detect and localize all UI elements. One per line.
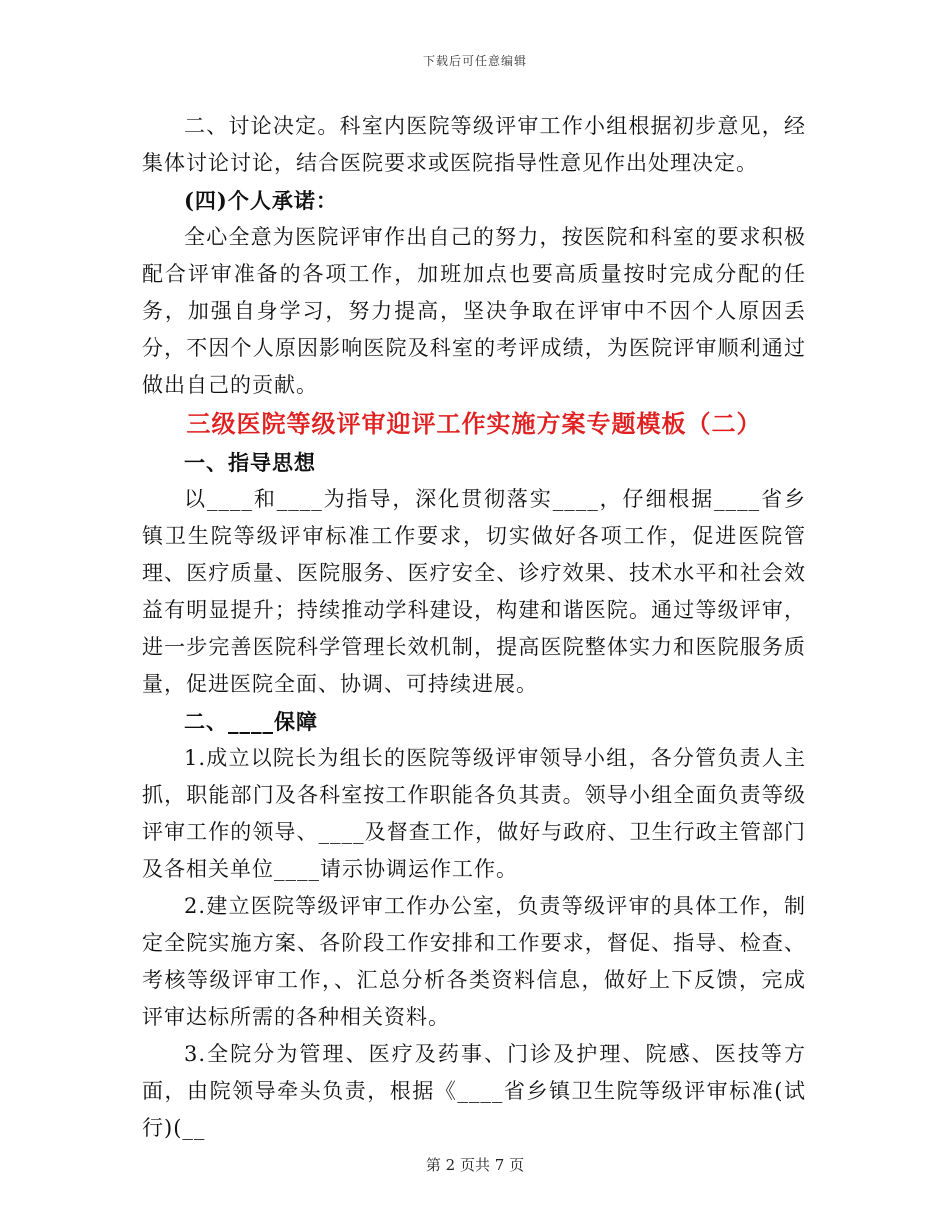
- paragraph-commitment: 全心全意为医院评审作出自己的努力，按医院和科室的要求积极配合评审准备的各项工作，加班加点也要高质量按时完成分配的任务，加强自身学习，努力提高，坚决争取在评审中不因个人原因丢分，不因个人原因影响医院及科室的考评成绩，为医院评审顺利通过做出自己的贡献。: [142, 225, 806, 397]
- page-header: 下载后可任意编辑: [422, 54, 527, 68]
- paragraph-item-3: 3.全院分为管理、医疗及药事、门诊及护理、院感、医技等方面，由院领导牵头负责，根据《____省乡镇卫生院等级评审标准(试行)(__: [142, 1042, 806, 1140]
- paragraph-item-1: 1.成立以院长为组长的医院等级评审领导小组，各分管负责人主抓，职能部门及各科室按工作职能各负其责。领导小组全面负责等级评审工作的领导、____及督查工作，做好与政府、卫生行政主管部门及各相关单位____请示协调运作工作。: [142, 746, 806, 881]
- heading-guiding-ideology: 一、指导思想: [184, 450, 316, 475]
- heading-personal-commitment: (四)个人承诺：: [184, 188, 338, 213]
- paragraph-guiding-ideology: 以____和____为指导，深化贯彻落实____，仔细根据____省乡镇卫生院等级评审标准工作要求，切实做好各项工作，促进医院管理、医疗质量、医院服务、医疗安全、诊疗效果、技术水平和社会效益有明显提升；持续推动学科建设，构建和谐医院。通过等级评审，进一步完善医院科学管理长效机制，提高医院整体实力和医院服务质量，促进医院全面、协调、可持续进展。: [142, 487, 806, 696]
- page-footer: 第 2 页共 7 页: [425, 1156, 525, 1174]
- section-title: 三级医院等级评审迎评工作实施方案专题模板（二）: [186, 409, 762, 438]
- paragraph-item-2: 2.建立医院等级评审工作办公室，负责等级评审的具体工作，制定全院实施方案、各阶段工作安排和工作要求，督促、指导、检查、考核等级评审工作，、汇总分析各类资料信息，做好上下反馈，完成评审达标所需的各种相关资料。: [142, 894, 806, 1029]
- paragraph-discussion: 二、讨论决定。科室内医院等级评审工作小组根据初步意见，经集体讨论讨论，结合医院要求或医院指导性意见作出处理决定。: [142, 114, 806, 175]
- document-body: [142, 108, 806, 1147]
- heading-guarantee: 二、____保障: [184, 709, 318, 734]
